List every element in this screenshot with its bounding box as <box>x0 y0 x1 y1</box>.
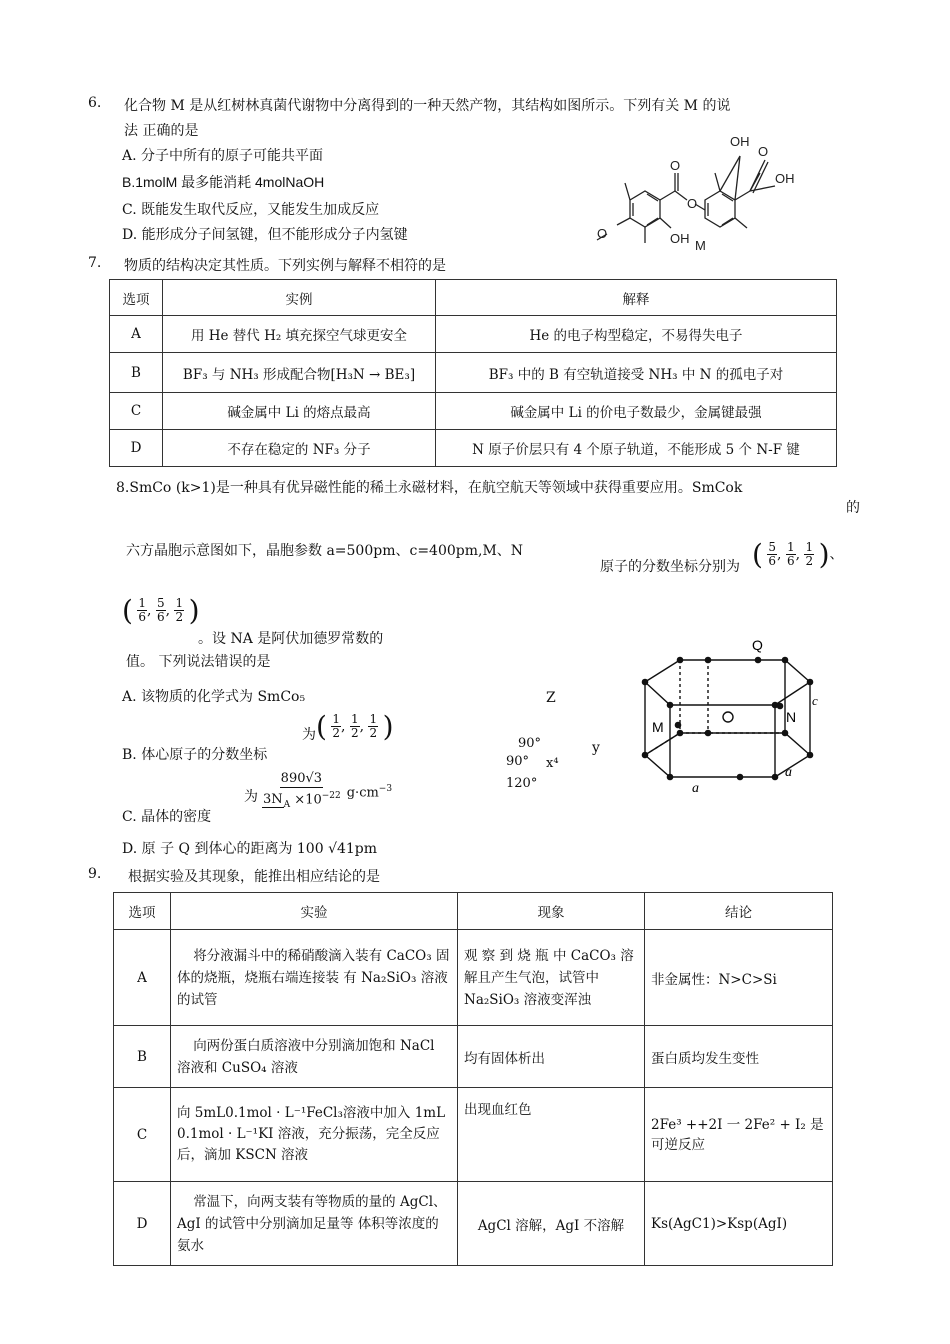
q9-row-c-conclusion: 2Fe³ ++2I 一 2Fe² + I₂ 是可逆反应 <box>645 1088 833 1182</box>
axis-y-label: y <box>592 740 600 756</box>
q9-stem: 根据实验及其现象，能推出相应结论的是 <box>128 869 380 885</box>
q7-row-d-example: 不存在稳定的 NF₃ 分子 <box>163 430 436 467</box>
q9-row-d-experiment: 常温下，向两支装有等物质的量的 AgCl、AgI 的试管中分别滴加足量等 体积等浓度的氨水 <box>171 1182 458 1266</box>
axis-angle-90-a: 90° <box>518 736 542 751</box>
q7-row-b-example: BF₃ 与 NH₃ 形成配合物[H₃N → BE₃] <box>163 353 436 393</box>
q6-stem-line2: 法 正确的是 <box>124 123 199 139</box>
axis-angle-120: 120° <box>506 776 538 791</box>
table-row <box>114 1088 833 1182</box>
q7-stem: 物质的结构决定其性质。下列实例与解释不相符的是 <box>124 258 446 274</box>
table-row <box>110 316 837 353</box>
q8-line4a: 。设 NA 是阿伏加德罗常数的 <box>198 631 384 647</box>
q7-row-b-option: B <box>110 353 163 393</box>
q7-row-b-explain: BF₃ 中的 B 有空轨道接受 NH₃ 中 N 的孤电子对 <box>436 353 837 393</box>
svg-text:O: O <box>597 226 608 241</box>
q8-density-numerator: 890√3 <box>280 771 323 786</box>
axis-angle-90-b: 90° <box>506 754 530 769</box>
q9-row-a-option: A <box>114 930 171 1026</box>
cell-label-a2: a <box>785 765 792 780</box>
q8-option-c: C. 晶体的密度 <box>122 809 212 825</box>
q6-option-d: D. 能形成分子间氢键，但不能形成分子内氢键 <box>122 227 408 243</box>
q9-row-c-option: C <box>114 1088 171 1182</box>
q8-option-b-prefix: 为 <box>302 727 316 743</box>
compound-m-structure <box>575 128 810 253</box>
q6-option-b: B.1molM 最多能消耗 4molNaOH <box>122 174 325 190</box>
q9-table-header <box>114 893 833 930</box>
structure-cooh-oh: OH <box>775 171 795 186</box>
structure-oh-bottom: OH <box>670 231 690 246</box>
q7-header-option: 选项 <box>110 280 163 316</box>
cell-label-n: N <box>786 709 797 725</box>
q9-row-c-experiment: 向 5mL0.1mol · L⁻¹FeCl₃溶液中加入 1mL 0.1mol · L⁻¹KI 溶液，充分振荡，完全反应后，滴加 KSCN 溶液 <box>171 1088 458 1182</box>
svg-text:O: O <box>758 144 769 159</box>
q8-option-b-coord: ( $\frac{1}{2}$ , $\frac{1}{2}$ , $\frac{1}{2}$ ) <box>316 710 394 743</box>
q7-row-c-example: 碱金属中 Li 的熔点最高 <box>163 393 436 430</box>
q8-option-d: D. 原 子 Q 到体心的距离为 100 √41pm <box>122 841 378 857</box>
q8-line2: 六方晶胞示意图如下，晶胞参数 a=500pm、c=400pm,M、N <box>126 543 524 559</box>
q9-row-d-option: D <box>114 1182 171 1266</box>
q8-line4b: 值。 下列说法错误的是 <box>126 654 271 670</box>
q7-row-d-option: D <box>110 430 163 467</box>
axis-x-label: x⁴ <box>546 756 559 771</box>
axis-z-label: Z <box>546 690 556 706</box>
q7-header-explain: 解释 <box>436 280 837 316</box>
q8-coord-n: ( $\frac{1}{6}$ , $\frac{5}{6}$ , $\frac{1}{2}$ ) <box>122 594 200 627</box>
q6-option-c: C. 既能发生取代反应，又能发生加成反应 <box>122 202 380 218</box>
q7-row-a-explain: He 的电子构型稳定，不易得失电子 <box>436 316 837 353</box>
structure-m-label: M <box>695 238 706 253</box>
q6-number: 6. <box>88 95 102 111</box>
table-row <box>110 430 837 467</box>
q9-row-b-phenomenon: 均有固体析出 <box>458 1026 645 1088</box>
q7-table <box>109 279 837 467</box>
q8-option-b: B. 体心原子的分数坐标 <box>122 747 268 763</box>
q7-header-example: 实例 <box>163 280 436 316</box>
q8-line1-end: 的 <box>846 500 860 516</box>
q9-table <box>113 892 833 1266</box>
table-row <box>110 353 837 393</box>
table-row <box>114 1026 833 1088</box>
q7-row-a-option: A <box>110 316 163 353</box>
q9-row-b-conclusion: 蛋白质均发生变性 <box>645 1026 833 1088</box>
q9-row-a-phenomenon: 观 察 到 烧 瓶 中 CaCO₃ 溶 解且产生气泡，试管中 Na₂SiO₃ 溶液变浑浊 <box>458 930 645 1026</box>
cell-label-a1: a <box>692 781 699 795</box>
table-row <box>114 930 833 1026</box>
q6-option-a: A. 分子中所有的原子可能共平面 <box>122 148 324 164</box>
cell-label-q: Q <box>752 637 763 653</box>
svg-text:O: O <box>687 196 698 211</box>
structure-oh-top: OH <box>730 134 750 149</box>
q7-row-c-option: C <box>110 393 163 430</box>
q9-header-phenomenon: 现象 <box>458 893 645 930</box>
q7-number: 7. <box>88 255 102 271</box>
svg-text:O: O <box>670 158 681 173</box>
q6-stem-line1: 化合物 M 是从红树林真菌代谢物中分离得到的一种天然产物，其结构如图所示。下列有关 M 的说 <box>124 98 731 114</box>
q9-row-c-phenomenon: 出现血红色 <box>458 1088 645 1182</box>
q8-option-c-formula: $\frac{890√3}{3N_A \times 10^{-22}}$ $g\cdot cm^{-3}$ <box>263 771 393 810</box>
q8-coord-m: ( $\frac{5}{6}$ , $\frac{1}{6}$ , $\frac{1}{2}$ )、 <box>752 538 844 571</box>
q9-header-conclusion: 结论 <box>645 893 833 930</box>
q9-row-b-option: B <box>114 1026 171 1088</box>
q9-header-option: 选项 <box>114 893 171 930</box>
cell-label-c: c <box>812 693 818 708</box>
q9-row-a-experiment: 将分液漏斗中的稀硝酸滴入装有 CaCO₃ 固体的烧瓶，烧瓶右端连接装 有 Na₂SiO₃ 溶液的试管 <box>171 930 458 1026</box>
q8-option-c-prefix: 为 <box>244 789 258 805</box>
q9-row-d-conclusion: Ks(AgC1)>Ksp(AgI) <box>645 1182 833 1266</box>
q9-row-d-phenomenon: AgCl 溶解，AgI 不溶解 <box>458 1182 645 1266</box>
q9-row-a-conclusion: 非金属性：N>C>Si <box>645 930 833 1026</box>
table-row <box>114 1182 833 1266</box>
q7-row-d-explain: N 原子价层只有 4 个原子轨道，不能形成 5 个 N-F 键 <box>436 430 837 467</box>
q9-row-b-experiment: 向两份蛋白质溶液中分别滴加饱和 NaCl 溶液和 CuSO₄ 溶液 <box>171 1026 458 1088</box>
cell-label-m: M <box>652 719 664 735</box>
hexagonal-unit-cell <box>630 630 830 795</box>
q9-number: 9. <box>88 866 102 882</box>
q8-option-a: A. 该物质的化学式为 SmCo₅ <box>122 689 306 705</box>
q7-table-header <box>110 280 837 316</box>
q8-line3: 原子的分数坐标分别为 <box>600 559 740 575</box>
q7-row-c-explain: 碱金属中 Li 的价电子数最少，金属键最强 <box>436 393 837 430</box>
q8-line1: 8.SmCo (k>1)是一种具有优异磁性能的稀土永磁材料，在航空航天等领域中获得重要应用。SmCok <box>116 480 743 496</box>
q9-header-experiment: 实验 <box>171 893 458 930</box>
table-row <box>110 393 837 430</box>
q7-row-a-example: 用 He 替代 H₂ 填充探空气球更安全 <box>163 316 436 353</box>
